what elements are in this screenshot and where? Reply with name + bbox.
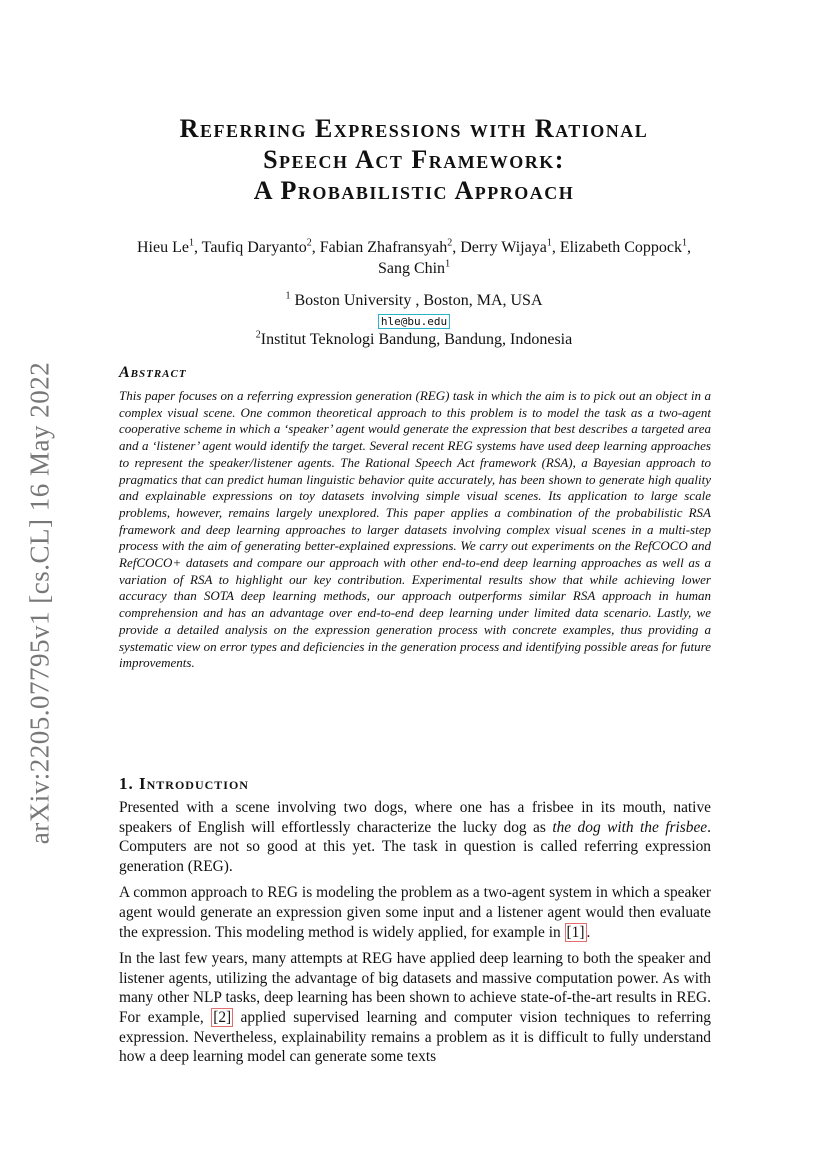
abstract-text: This paper focuses on a referring expression generation (REG) task in which the aim is to pick out an object in a complex visual scene. One common theoretical approach to this problem is to model the task as a two-agent cooperative scheme in which a ‘speaker’ agent would generate the expression that best describes a targeted area and a ‘listener’ agent would identify the target. Several recent REG systems have used deep learning approaches to represent the speaker/listener agents. The Rational Speech Act framework (RSA), a Bayesian approach to pragmatics that can predict human linguistic behavior quite accurately, has been shown to generate high quality and explainable expressions on toy datasets involving simple visual scenes. Its application to large scale problems, however, remains largely unexplored. This paper applies a combination of the probabilistic RSA framework and deep learning approaches to larger datasets involving complex visual scenes in a multi-step process with the aim of generating better-explained expressions. We carry out experiments on the RefCOCO and RefCOCO+ datasets and compare our approach with other end-to-end deep learning approaches as well as a variation of RSA to highlight our key contribution. Experimental results show that while achieving lower accuracy than SOTA deep learning methods, our approach outperforms similar RSA approach in human comprehension and has an advantage over end-to-end deep learning under limited data scenario. Lastly, we provide a detailed analysis on the expression generation process with concrete examples, thus providing a systematic view on error types and deficiencies in the generation process and identifying possible areas for future improvements. bbox=[119, 388, 711, 671]
citation-link[interactable]: [1] bbox=[566, 923, 585, 941]
arxiv-identifier: arXiv:2205.07795v1 [cs.CL] 16 May 2022 bbox=[24, 361, 55, 844]
author-list bbox=[120, 237, 708, 279]
author-email[interactable] bbox=[0, 315, 828, 328]
author: Hieu Le$^1$, bbox=[136, 237, 202, 256]
affiliation-2: $^2$Institut Teknologi Bandung, Bandung, Indonesia bbox=[255, 329, 573, 348]
paragraph: In the last few years, many attempts at REG have applied deep learning to both the speaker and listener agents, utilizing the advantage of big datasets and massive computation power. As with many other NLP tasks, deep learning has been shown to achieve state-of-the-art results in REG. For example, [2] applied supervised learning and computer vision techniques to referring expression. Nevertheless, explainability remains a problem as it is difficult to fully understand how a deep learning model can generate some texts bbox=[119, 950, 711, 1066]
title-line-1: Referring Expressions with Rational bbox=[179, 114, 649, 143]
author: Fabian Zhafransyah$^2$, bbox=[319, 237, 461, 256]
author: Derry Wijaya$^1$, bbox=[460, 237, 560, 256]
arxiv-sidebar bbox=[22, 355, 58, 850]
section-heading-introduction: 1. Introduction bbox=[119, 774, 249, 793]
introduction-body bbox=[119, 798, 711, 1074]
citation-link[interactable]: [2] bbox=[213, 1008, 232, 1026]
paragraph: Presented with a scene involving two dogs, where one has a frisbee in its mouth, native speakers of English will effortlessly characterize the lucky dog as the dog with the frisbee. Computers are not so good at this yet. The task in question is called referring expression generation (REG). bbox=[119, 799, 712, 875]
emphasis: the dog with the frisbee bbox=[552, 818, 708, 836]
author: Elizabeth Coppock$^1$, bbox=[559, 237, 692, 256]
title-line-2: Speech Act Framework: bbox=[263, 145, 565, 174]
affiliation-1: $^1$ Boston University , Boston, MA, USA bbox=[285, 290, 543, 309]
paragraph: A common approach to REG is modeling the problem as a two-agent system in which a speaker agent would generate an expression given some input and a listener agent would then evaluate the expression. This modeling method is widely applied, for example in [1] . bbox=[119, 884, 711, 941]
paper-title bbox=[0, 113, 828, 206]
email-link[interactable]: hle@bu.edu bbox=[378, 314, 450, 329]
author: Sang Chin$^1$ bbox=[377, 258, 451, 277]
abstract-heading: Abstract bbox=[119, 364, 187, 381]
author: Taufiq Daryanto$^2$, bbox=[201, 237, 320, 256]
title-line-3: A Probabilistic Approach bbox=[253, 176, 575, 205]
